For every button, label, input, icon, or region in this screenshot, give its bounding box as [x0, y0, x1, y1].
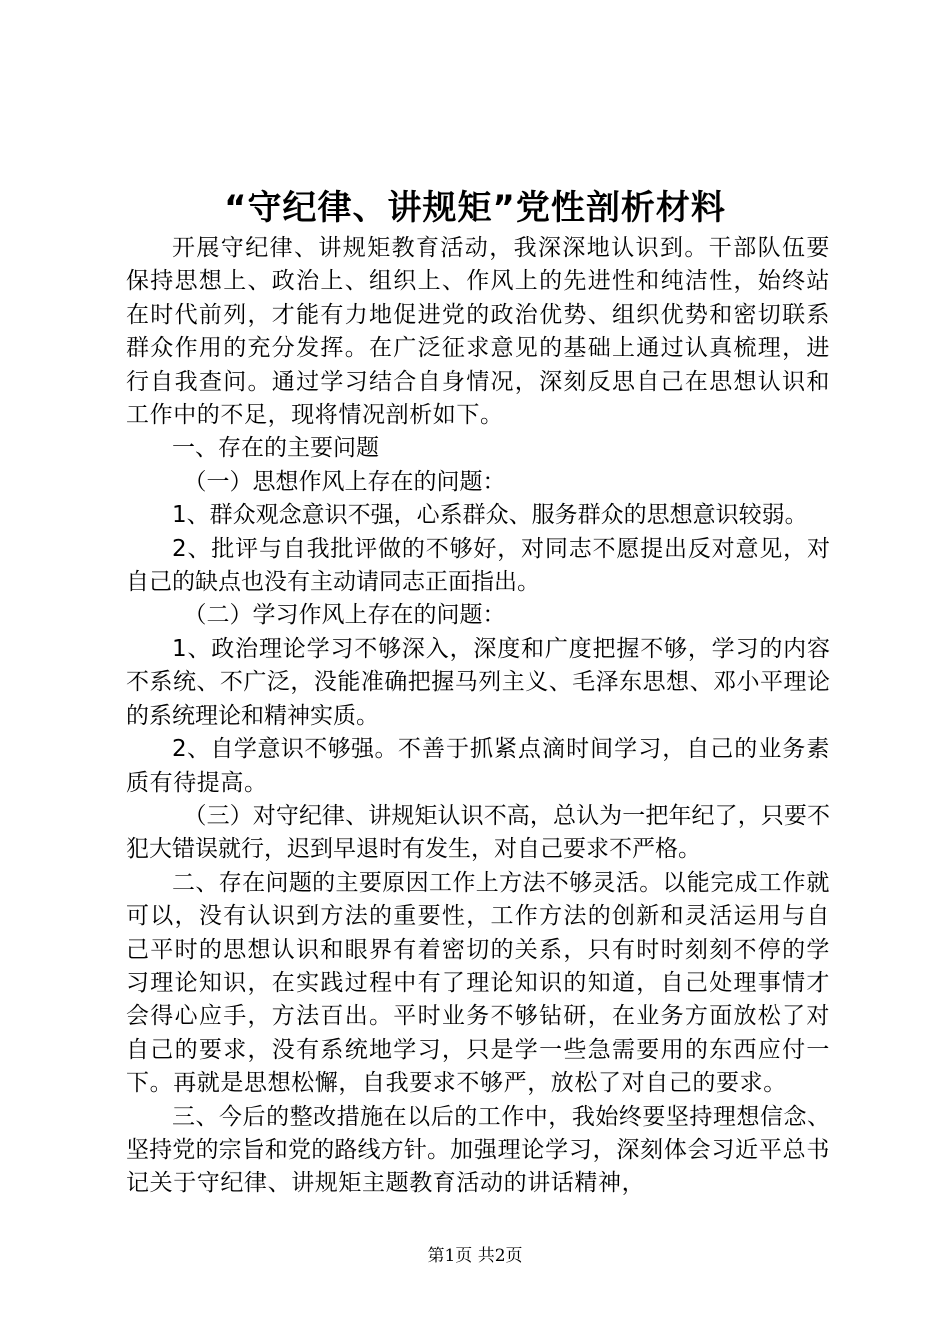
intro-paragraph: 开展守纪律、讲规矩教育活动，我深深地认识到。干部队伍要保持思想上、政治上、组织上、作风上的先进性和纯洁性，始终站在时代前列，才能有力地促进党的政治优势、组织优势和密切联系群众作用的充分发挥。在广泛征求意见的基础上通过认真梳理，进行自我查问。通过学习结合自身情况，深刻反思自己在思想认识和工作中的不足，现将情况剖析如下。	[126, 235, 830, 429]
section-heading-3: 三、今后的整改措施在以后的工作中，我始终要坚持理想信念、坚持党的宗旨和党的路线方针。	[126, 1103, 830, 1163]
page-number: 第1页 共2页	[427, 1246, 523, 1266]
list-item: 1、群众观念意识不强，心系群众、服务群众的思想意识较弱。	[172, 502, 808, 529]
subsection-heading-3: （三）对守纪律、讲规矩认识不高，总认为一把年纪了，只要不犯大错误就行，迟到早退时有发生，对自己要求不严格。	[126, 802, 830, 863]
subsection-heading-2: （二）学习作风上存在的问题：	[183, 602, 506, 629]
subsection-heading-1: （一）思想作风上存在的问题：	[183, 468, 506, 495]
section-paragraph-3	[126, 1101, 830, 1201]
list-item-detail: 不善于抓紧点滴时间学习，自己的业务素质有待提高。	[126, 736, 830, 796]
section-heading-2: 二、存在问题的主要原因工作上方法不够灵活。	[172, 869, 663, 896]
list-item: 1、政治理论学习不够深入，深度和广度把握不够，学习的内容不系统、不广泛，没能准确把握马列主义、毛泽东思想、邓小平理论的系统理论和精神实质。	[126, 635, 830, 729]
list-item-lead: 2、自学意识不够强。	[172, 736, 398, 763]
section-body-3: 加强理论学习，深刻体会习近平总书记关于守纪律、讲规矩主题教育活动的讲话精神，	[126, 1136, 830, 1197]
section-body-2: 以能完成工作就可以，没有认识到方法的重要性，工作方法的创新和灵活运用与自己平时的思想认识和眼界有着密切的关系，只有时时刻刻不停的学习理论知识，在实践过程中有了理论知识的知道，自己处理事情才会得心应手，方法百出。平时业务不够钻研，在业务方面放松了对自己的要求，没有系统地学习，只是学一些急需要用的东西应付一下。再就是思想松懈，自我要求不够严，放松了对自己的要求。	[126, 869, 831, 1097]
list-item: 2、批评与自我批评做的不够好，对同志不愿提出反对意见，对自己的缺点也没有主动请同志正面指出。	[126, 535, 830, 596]
section-heading-1: 一、存在的主要问题	[172, 435, 379, 462]
document-title: “守纪律、讲规矩”党性剖析材料	[224, 188, 726, 228]
document-body	[126, 232, 830, 1201]
section-paragraph-2	[126, 867, 830, 1101]
list-item	[126, 733, 830, 800]
